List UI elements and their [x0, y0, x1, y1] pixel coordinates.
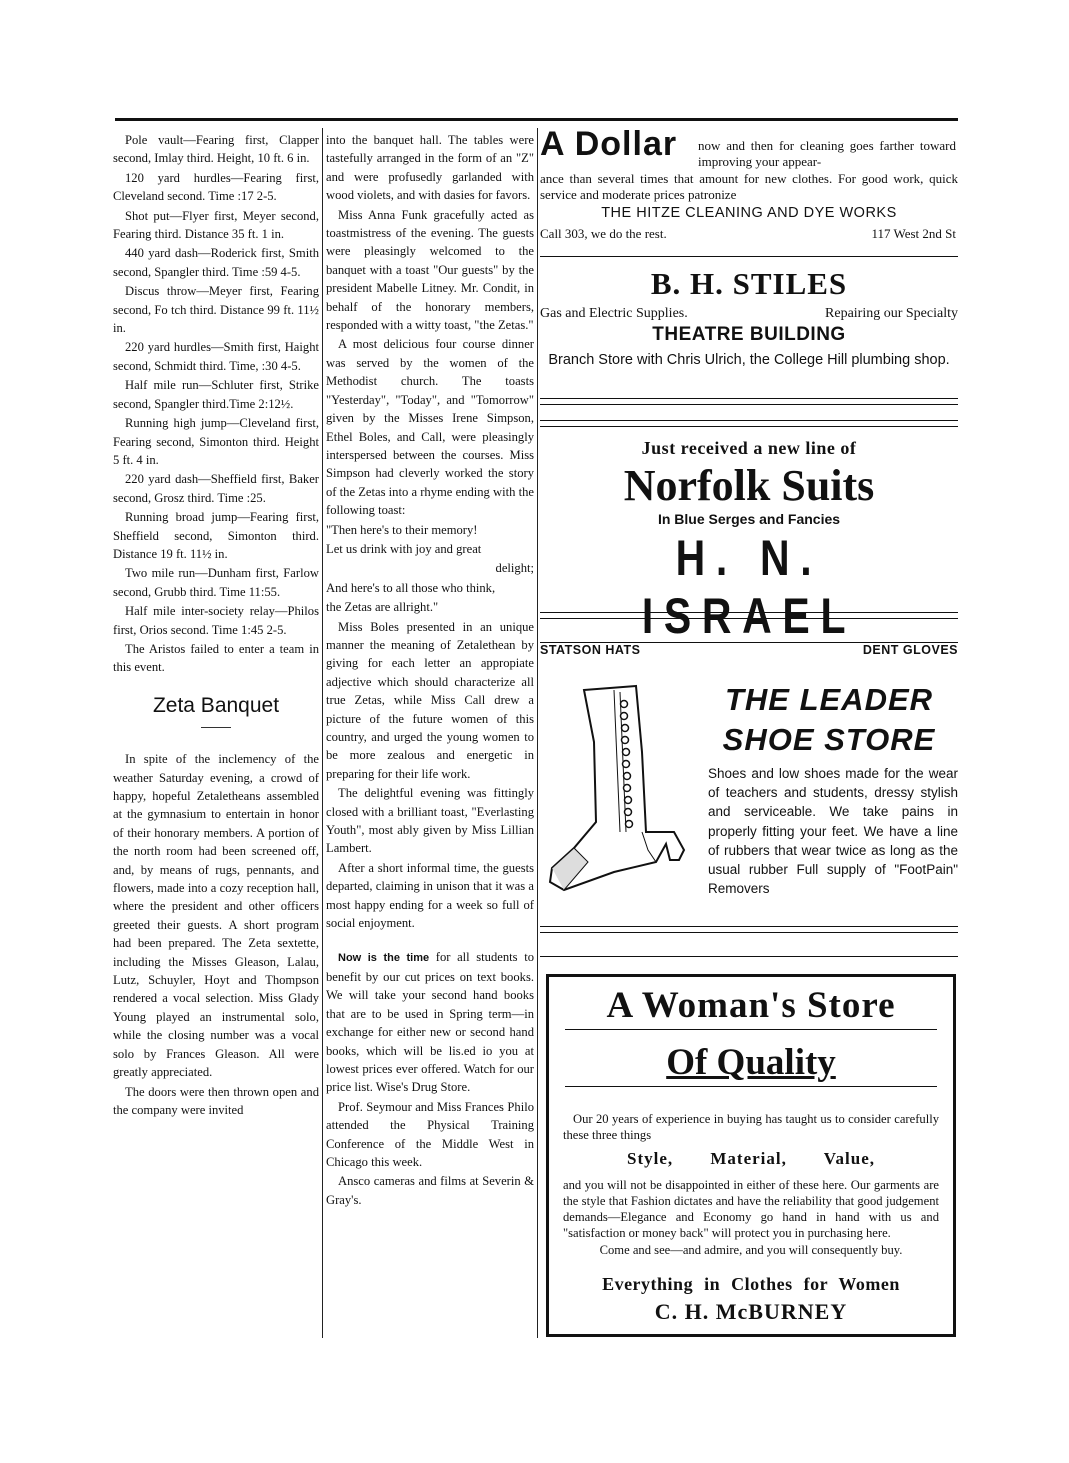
- ad-divider: [540, 642, 958, 643]
- norfolk-subline: In Blue Serges and Fancies: [657, 511, 841, 527]
- sports-result: Running broad jump—Fearing first, Sheffield second, Simonton third. Distance 19 ft. 11½ in.: [113, 510, 319, 561]
- leader-title-line-2: SHOE STORE: [722, 722, 936, 757]
- cleaning-phone: Call 303, we do the rest.: [540, 226, 667, 241]
- column-divider: [322, 128, 323, 1338]
- hats-brand: STATSON HATS: [540, 643, 641, 657]
- ad-divider: [540, 420, 958, 427]
- dollar-text-body: ance than several times that amount for new clothes. For good work, quick service and moderate prices patronize: [540, 171, 958, 202]
- sports-result: 120 yard hurdles—Fearing first, Cleveland second. Time :17 2-5.: [113, 170, 319, 204]
- norfolk-brands: [540, 643, 958, 657]
- israel-name: H. N. ISRAEL: [641, 530, 857, 644]
- stiles-location: THEATRE BUILDING: [652, 324, 846, 345]
- sports-result: 220 yard dash—Sheffield first, Baker second, Grosz third. Time :25.: [113, 472, 319, 505]
- banquet-paragraph: In spite of the inclemency of the weather Saturday evening, a crowd of happy, hopeful Zetaletheans assembled at the gymnasium to entertain in honor of their honorary members. A portion of the north room had been screened off, and, by means of rugs, pennants, and flowers, made into a cozy reception hall, where the president and other officers greeted their guests. A short program had been prepared. The Zeta sextette, including the Misses Gleason, Lalau, Lutz, Schuyler, Hoyt and Thompson rendered a vocal selection. Miss Glady Young played an instrumental solo, while the closing number was a vocal solo by Frances Gleason. All were greatly appreciated.: [113, 752, 319, 1080]
- article-paragraph: The delightful evening was fittingly closed with a brilliant toast, "Everlasting Youth", most ably given by Miss Lillian Lambert.: [326, 786, 534, 856]
- sports-result: Pole vault—Fearing first, Clapper second, Imlay third. Height, 10 ft. 6 in.: [113, 133, 319, 166]
- article-paragraph: Ansco cameras and films at Severin & Gray's.: [326, 1174, 534, 1207]
- leader-shoe-ad: [540, 680, 958, 910]
- notice-paragraph: [326, 948, 534, 1096]
- leader-title-line-1: THE LEADER: [724, 682, 934, 717]
- dollar-text-right: now and then for cleaning goes farther toward improving your appear-: [698, 138, 956, 169]
- article-paragraph: Miss Anna Funk gracefully acted as toastmistress of the evening. The guests were pleasingly welcomed to the banquet with a toast "Our guests" by the president Mabelle Litney. Mr. Condit, in behalf of the honorary members, responded with a witty toast, "the Zetas.": [326, 207, 534, 333]
- poem-line: Let us drink with joy and great: [326, 541, 482, 556]
- top-rule: [115, 118, 958, 121]
- norfolk-lead: Just received a new line of: [641, 438, 857, 458]
- article-paragraph: A most delicious four course dinner was served by the women of the Methodist church. The toasts "Yesterday", "Today", and "Tomorrow" given by the Misses Irene Simpson, Ethel Boles, and Call, were pleasingly interspersed between the courses. Miss Simpson had cleverly worked the story of the Zetas into a rhyme ending with the following toast:: [326, 337, 534, 518]
- stiles-name: B. H. STILES: [650, 266, 848, 301]
- notice-lead: Now is the time: [338, 952, 430, 965]
- boot-illustration: [544, 682, 704, 892]
- article-paragraph: Prof. Seymour and Miss Frances Philo attended the Physical Training Conference of the Middle West in Chicago this week.: [326, 1099, 534, 1169]
- sports-result: Two mile run—Dunham first, Farlow second, Grubb third. Time 11:55.: [113, 566, 319, 599]
- title-underline: [565, 1029, 937, 1030]
- sports-result: 440 yard dash—Roderick first, Smith second, Spangler third. Time :59 4-5.: [113, 246, 319, 279]
- norfolk-suits-ad: [540, 438, 958, 657]
- sports-result: Half mile inter-society relay—Philos first, Orios second. Time 1:45 2-5.: [113, 604, 319, 637]
- womans-store-title: A Woman's Store: [606, 985, 896, 1026]
- sports-result: Running high jump—Cleveland first, Fearing second, Simonton third. Height 5 ft. 4 in.: [113, 416, 319, 467]
- womans-store-ad: [546, 974, 956, 1337]
- column-1: [113, 131, 319, 1120]
- womans-store-body: and you will not be disappointed in either of these here. Our garments are the style that Fashion dictates and have the reliability that good judgement demands—Elegance and Economy go hand in hand with us and "satisfaction or money back" will protect you in purchasing here.: [563, 1178, 939, 1240]
- norfolk-headline: Norfolk Suits: [623, 461, 875, 510]
- article-paragraph: Miss Boles presented in an unique manner the meaning of Zetalethean by giving for each letter an appropiate adjective which should characterize all true Zetas, while Miss Call drew a picture of the future women of this country, and urged the young women to be more zealous and energetic in preparing for their life work.: [326, 619, 534, 781]
- sports-result: Shot put—Flyer first, Meyer second, Fearing third. Distance 35 ft. 1 in.: [113, 208, 319, 242]
- cleaning-works-ad: [540, 125, 958, 242]
- ad-divider: [540, 926, 958, 933]
- womans-store-quality: [549, 1040, 953, 1086]
- column-2: [326, 131, 534, 1210]
- ad-divider: [540, 256, 958, 257]
- leader-body: Shoes and low shoes made for the wear of teachers and students, dressy stylish and serviceable. We take pains in properly fitting your feet. We have a line of rubbers that wear twice as long as the usual rubber Full supply of "FootPain" Removers: [708, 766, 958, 897]
- stiles-ad: [540, 264, 958, 390]
- column-divider: [537, 128, 538, 1338]
- sports-result: The Aristos failed to enter a team in this event.: [113, 641, 319, 675]
- womans-store-come: Come and see—and admire, and you will consequently buy.: [599, 1243, 903, 1257]
- mcburney-name: C. H. McBURNEY: [654, 1299, 848, 1324]
- womans-store-things: Style, Material, Value,: [626, 1149, 875, 1168]
- stiles-supplies: Gas and Electric Supplies.: [540, 306, 688, 321]
- sports-result: Half mile run—Schluter first, Strike second, Spangler third.Time 2:12½.: [113, 378, 319, 411]
- ad-divider: [540, 612, 958, 619]
- stiles-services: [540, 306, 958, 322]
- stiles-repairing: Repairing our Specialty: [825, 306, 958, 321]
- ad-divider: [540, 956, 958, 957]
- womans-store-tagline: Everything in Clothes for Women: [602, 1274, 900, 1294]
- title-underline: [565, 1086, 937, 1087]
- heading-divider: [201, 727, 231, 728]
- notice-text: for all students to benefit by our cut prices on text books. We will take your second hand books that are to be used in Spring term—in exchange for either new or second hand books, which will be lis.ed io you at lowest prices ever offered. Watch for our price list. Wise's Drug Store.: [326, 950, 534, 1095]
- gloves-brand: DENT GLOVES: [862, 643, 958, 657]
- article-paragraph: After a short informal time, the guests departed, claiming in unison that it was a most happy ending for a week so full of social enjoyment.: [326, 860, 534, 931]
- article-paragraph: into the banquet hall. The tables were tastefully arranged in the form of an "Z" and were profusedly garlanded with wood violets, and with dasies for favors.: [326, 133, 534, 203]
- leader-title: [700, 680, 958, 760]
- poem-line: the Zetas are allright.": [326, 600, 439, 615]
- sports-result: 220 yard hurdles—Smith first, Haight second, Schmidt third. Time, :30 4-5.: [113, 340, 319, 373]
- stiles-branch: Branch Store with Chris Ulrich, the College Hill plumbing shop.: [548, 352, 950, 368]
- sports-result: Discus throw—Meyer first, Fearing second, Fo tch third. Distance 99 ft. 11½ in.: [113, 284, 319, 336]
- cleaning-address: 117 West 2nd St: [871, 226, 956, 241]
- ad-divider: [540, 398, 958, 405]
- quality-text: Of Quality: [666, 1042, 836, 1083]
- dollar-headline: A Dollar: [540, 125, 678, 163]
- zeta-banquet-heading: Zeta Banquet: [152, 693, 280, 717]
- poem-line: And here's to all those who think,: [326, 580, 496, 595]
- womans-store-intro: Our 20 years of experience in buying has taught us to consider carefully these three things: [563, 1112, 939, 1142]
- poem-line: "Then here's to their memory!: [326, 522, 478, 537]
- poem-line: delight;: [495, 561, 534, 576]
- cleaning-firm-name: THE HITZE CLEANING AND DYE WORKS: [601, 205, 897, 221]
- banquet-paragraph: The doors were then thrown open and the company were invited: [113, 1084, 319, 1117]
